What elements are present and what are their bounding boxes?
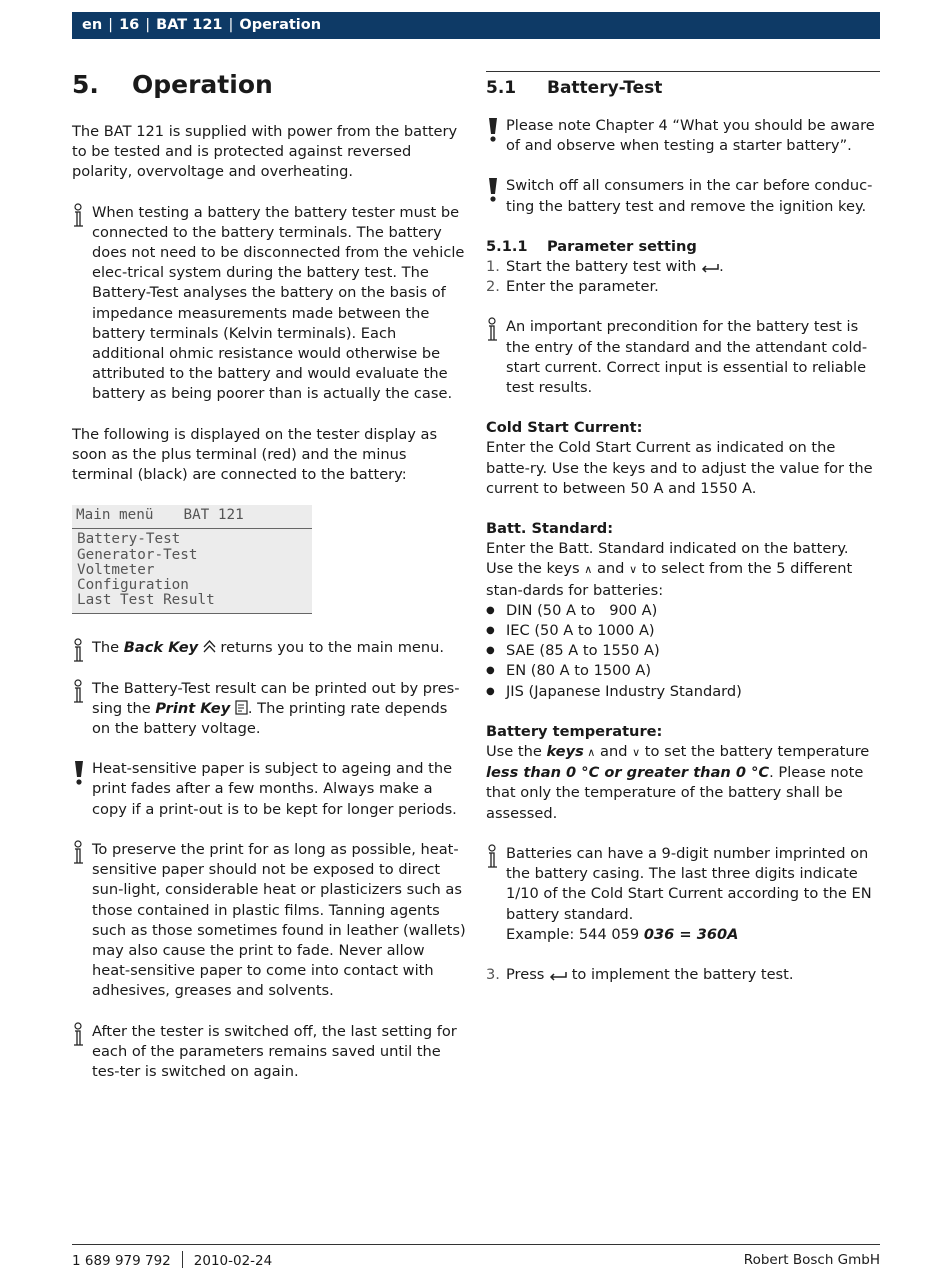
header-lang: en: [82, 17, 103, 33]
info-note-print: The Battery-Test result can be printed out by pres-sing the Print Key . The printing rate depends on the battery voltage.: [72, 679, 467, 740]
cold-start-heading: Cold Start Current:: [486, 419, 643, 437]
warning-icon: [72, 759, 88, 787]
intro-paragraph: The BAT 121 is supplied with power from the battery to be tested and is protected against reversed polarity, overvoltage and overheating.: [72, 123, 458, 181]
display-menu-item: Last Test Result: [77, 592, 215, 609]
header-section: Operation: [239, 17, 322, 33]
steps-list-continued: [486, 965, 880, 985]
section-rule: [486, 71, 880, 72]
battery-temp-heading: Battery temperature:: [486, 722, 663, 740]
header-page-number: 16: [119, 17, 140, 33]
info-note-connection: When testing a battery the battery tester must be connected to the battery terminals. The battery does not need to be disconnected from the vehicle elec-trical system during the battery test. The Battery-Test analyses the battery on the basis of impedance measurements made between the battery terminals (Kelvin terminals). Each additional ohmic resistance would otherwise be attributed to the battery and would evaluate the battery as being poorer than is actually the case.: [72, 203, 467, 405]
display-menu-item: Configuration: [77, 577, 189, 594]
standard-item: ● SAE (85 A to 1550 A): [486, 641, 880, 661]
chapter-title: 5. Operation: [72, 70, 273, 99]
footer-doc-number: 1 689 979 792: [72, 1253, 171, 1269]
info-note-preserve: To preserve the print for as long as possible, heat-sensitive paper should not be exposed to direct sun-light, considerable heat or plasticizers such as those contained in plastic films. Tanning agents such as those sometimes found in leather (wallets) may also cause the print to fade. Never allow heat-sensitive paper to come into contact with adhesives, greases and solvents.: [72, 840, 467, 1002]
up-key-icon: ∧: [584, 563, 593, 577]
tester-display: [72, 505, 312, 614]
warning-icon: [486, 116, 502, 144]
cold-start-text: Enter the Cold Start Current as indicated on the batte-ry. Use the keys and to adjust the value for the current to between 50 A and 1550 A.: [486, 439, 873, 497]
battery-temp-text: Use the keys ∧ and ∨ to set the battery temperature less than 0 °C or greater than 0 °C. Please note that only the temperature of the battery shall be assessed.: [486, 743, 870, 822]
down-key-icon: ∨: [632, 746, 641, 760]
display-model: BAT 121: [183, 507, 244, 524]
info-icon: [486, 844, 502, 872]
example-line: Example: 544 059 036 = 360A: [506, 925, 739, 943]
warning-icon: [486, 176, 502, 204]
standard-item: ● DIN (50 A to 900 A): [486, 601, 880, 621]
info-icon: [486, 317, 502, 345]
display-title: Main menü: [76, 507, 154, 524]
right-column: [486, 60, 880, 985]
display-intro: The following is displayed on the tester display as soon as the plus terminal (red) and the minus terminal (black) are connected to the battery:: [72, 425, 438, 484]
info-note-back-key: The Back Key returns you to the main menu.: [72, 638, 467, 658]
left-column: [72, 60, 467, 1102]
subsection-title: 5.1.1 Parameter setting: [486, 237, 697, 255]
footer-date: 2010-02-24: [193, 1253, 273, 1269]
info-icon: [72, 1022, 88, 1050]
print-key-label: Print Key: [155, 699, 231, 717]
section-title: 5.1 Battery-Test: [486, 78, 663, 98]
batt-standard-text: Enter the Batt. Standard indicated on the battery. Use the keys ∧ and ∨ to select from the 5 different stan-dards for batteries:: [486, 540, 853, 599]
standards-list: [486, 601, 880, 702]
info-icon: [72, 840, 88, 868]
warning-note-chapter4: Please note Chapter 4 “What you should be aware of and observe when testing a starter battery”.: [486, 116, 880, 156]
warning-note-paper: Heat-sensitive paper is subject to ageing and the print fades after a few months. Always make a copy if a print-out is to be kept for longer periods.: [72, 759, 467, 820]
display-menu-item: Voltmeter: [77, 561, 155, 578]
footer-left: [72, 1251, 272, 1270]
info-note-precondition: An important precondition for the battery test is the entry of the standard and the attendant cold-start current. Correct input is essential to reliable test results.: [486, 317, 880, 398]
back-key-icon: [203, 639, 216, 654]
standard-item: ● JIS (Japanese Industry Standard): [486, 682, 880, 702]
enter-key-icon: [549, 971, 567, 981]
footer-rule: [72, 1244, 880, 1245]
print-key-icon: [235, 700, 248, 715]
step-item: 3. Press to implement the battery test.: [486, 965, 794, 983]
info-icon: [72, 638, 88, 666]
header-product: BAT 121: [156, 17, 223, 33]
warning-note-consumers: Switch off all consumers in the car before conduc-ting the battery test and remove the ignition key.: [486, 176, 880, 216]
standard-item: ● IEC (50 A to 1000 A): [486, 621, 880, 641]
info-icon: [72, 679, 88, 707]
down-key-icon: ∨: [629, 563, 638, 577]
page-header-bar: en | 16 | BAT 121 | Operation: [72, 12, 880, 39]
footer-company: Robert Bosch GmbH: [743, 1252, 880, 1268]
standard-item: ● EN (80 A to 1500 A): [486, 661, 880, 681]
enter-key-icon: [701, 263, 719, 273]
step-item: 2. Enter the parameter.: [486, 278, 659, 296]
display-menu-item: Battery-Test: [77, 531, 181, 548]
info-icon: [72, 203, 88, 231]
info-note-switched-off: After the tester is switched off, the last setting for each of the parameters remains saved until the tes-ter is switched on again.: [72, 1022, 467, 1083]
batt-standard-heading: Batt. Standard:: [486, 520, 614, 538]
back-key-label: Back Key: [123, 639, 199, 657]
info-note-digits: Batteries can have a 9-digit number imprinted on the battery casing. The last three digits indicate 1/10 of the Cold Start Current according to the EN battery standard. Example: 544 059 036 = 360A: [486, 844, 880, 945]
up-key-icon: ∧: [583, 746, 596, 760]
display-menu-item: Generator-Test: [77, 546, 198, 563]
step-item: 1. Start the battery test with .: [486, 258, 724, 276]
steps-list: [486, 257, 880, 297]
